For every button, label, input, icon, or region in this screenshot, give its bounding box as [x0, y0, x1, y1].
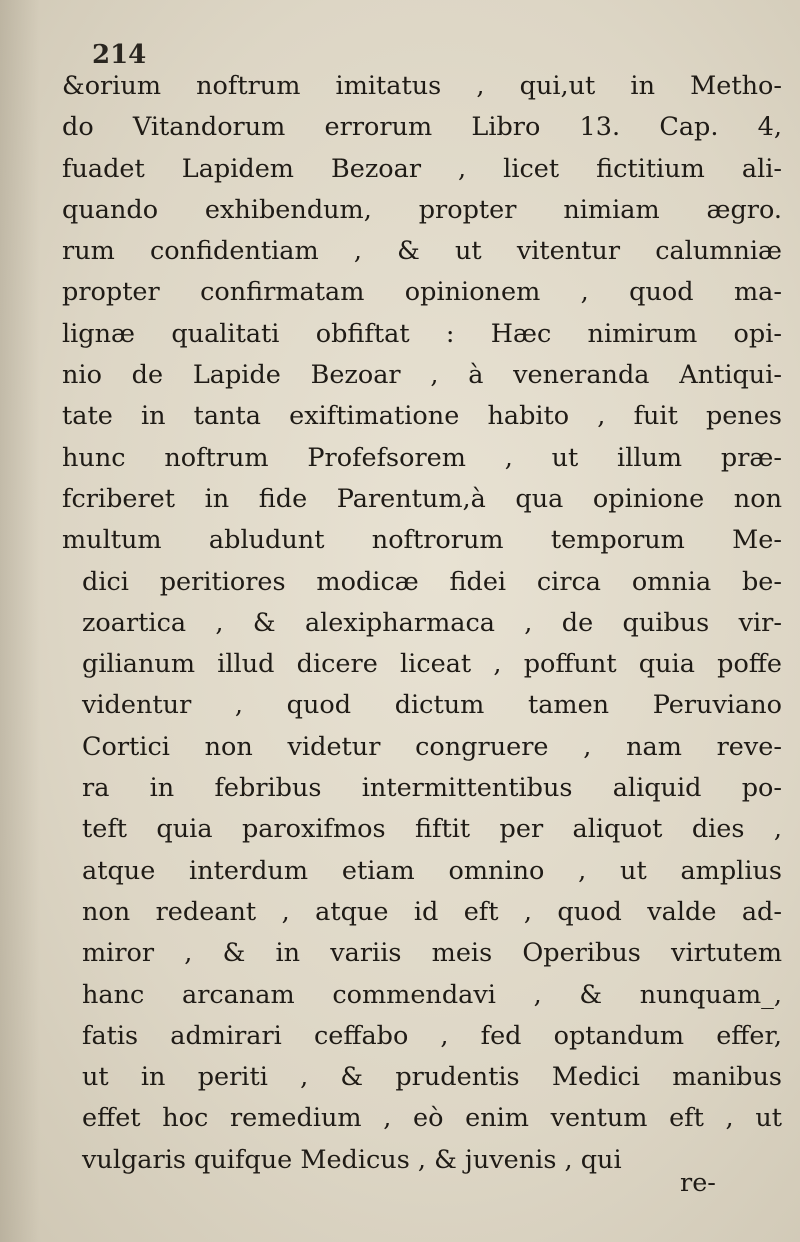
- page-number: 214: [92, 40, 147, 70]
- text-line: videntur , quod dictum tamen Peruviano: [82, 690, 782, 721]
- text-line: rum confidentiam , & ut vitentur calumniæ: [62, 236, 782, 267]
- text-line: fatis admirari ceffabo , fed optandum effer,: [82, 1020, 782, 1051]
- text-line: tate in tanta exiftimatione habito , fuit penes: [62, 401, 782, 432]
- text-line: effet hoc remedium , eò enim ventum eft , ut: [82, 1103, 782, 1134]
- text-line: multum abludunt noftrorum temporum Me-: [62, 525, 782, 556]
- text-line: dici peritiores modicæ fidei circa omnia be-: [82, 566, 782, 597]
- text-line: fcriberet in fide Parentum,à qua opinione non: [62, 483, 782, 514]
- text-line: fuadet Lapidem Bezoar , licet fictitium ali-: [62, 153, 782, 184]
- text-line: &orium noftrum imitatus , qui,ut in Metho-: [62, 71, 782, 101]
- text-line: teft quia paroxifmos fiftit per aliquot dies ,: [82, 814, 782, 845]
- text-line: miror , & in variis meis Operibus virtutem: [82, 938, 782, 969]
- text-line: ut in periti , & prudentis Medici manibus: [82, 1062, 782, 1093]
- text-line: ra in febribus intermittentibus aliquid po-: [82, 773, 782, 804]
- text-line: atque interdum etiam omnino , ut amplius: [82, 855, 782, 886]
- text-line: nio de Lapide Bezoar , à veneranda Antiqui-: [62, 360, 782, 391]
- page-gutter-shadow: [0, 0, 40, 1242]
- text-line: hunc noftrum Profefsorem , ut illum præ-: [62, 442, 782, 473]
- text-line: propter confirmatam opinionem , quod ma-: [62, 277, 782, 308]
- body-text: [62, 66, 782, 1181]
- text-line: hanc arcanam commendavi , & nunquam_,: [82, 979, 782, 1010]
- catchword: re-: [680, 1168, 716, 1198]
- text-line: lignæ qualitati obfiftat : Hæc nimirum opi-: [62, 318, 782, 349]
- text-line: zoartica , & alexipharmaca , de quibus vir-: [82, 607, 782, 638]
- text-line: quando exhibendum, propter nimiam ægro.: [62, 194, 782, 225]
- text-line: non redeant , atque id eft , quod valde ad-: [82, 896, 782, 927]
- text-line: gilianum illud dicere liceat , poffunt quia poffe: [82, 649, 782, 680]
- text-line: vulgaris quifque Medicus , & juvenis , qui: [82, 1144, 622, 1175]
- text-line: Cortici non videtur congruere , nam reve-: [82, 731, 782, 762]
- text-line: do Vitandorum errorum Libro 13. Cap. 4,: [62, 112, 782, 143]
